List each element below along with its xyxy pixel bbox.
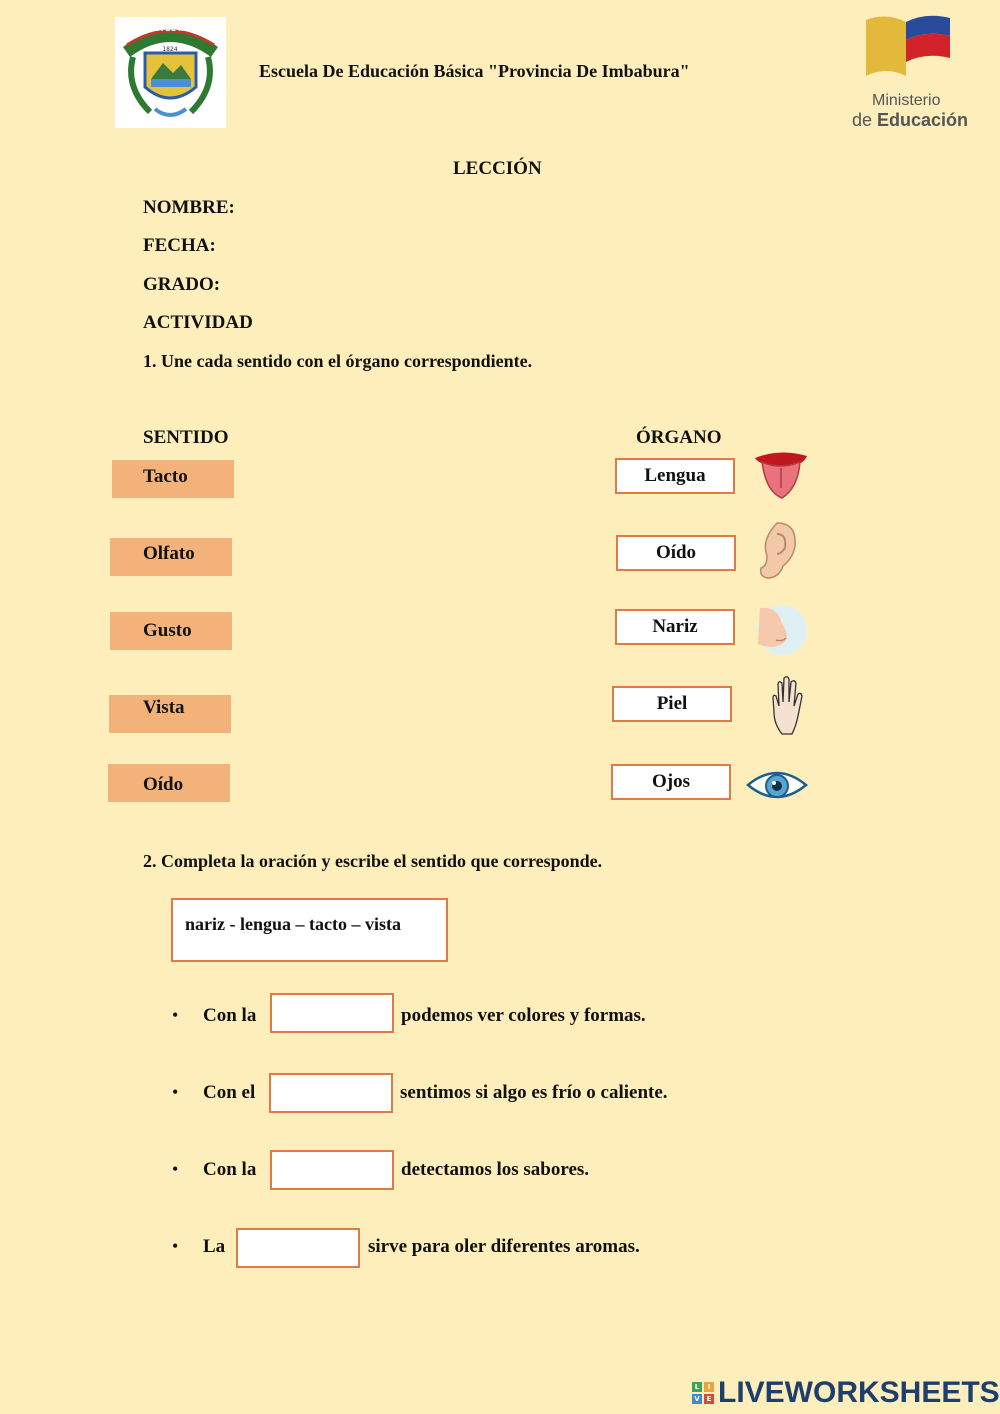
column-header-sentido: SENTIDO — [143, 427, 229, 448]
lesson-title: LECCIÓN — [453, 158, 542, 179]
sense-label: Gusto — [143, 620, 192, 641]
ministry-line2 — [852, 110, 968, 131]
organ-lengua[interactable]: Lengua — [615, 458, 735, 494]
answer-input-1[interactable] — [270, 993, 394, 1033]
organ-nariz[interactable]: Nariz — [615, 609, 735, 645]
ministry-flag-icon — [864, 14, 964, 86]
answer-input-3[interactable] — [270, 1150, 394, 1190]
field-grado: GRADO: — [143, 274, 221, 295]
organ-oido[interactable]: Oído — [616, 535, 736, 571]
ministry-de: de — [852, 110, 878, 130]
ministry-logo — [850, 14, 970, 134]
sense-label: Tacto — [143, 466, 188, 487]
tongue-icon — [752, 448, 810, 502]
bullet-icon: • — [172, 1082, 179, 1102]
sense-label: Olfato — [143, 543, 195, 564]
liveworksheets-badge-icon: L I V E — [692, 1382, 714, 1404]
hand-icon — [770, 674, 804, 736]
column-header-organo: ÓRGANO — [636, 427, 722, 448]
organ-piel[interactable]: Piel — [612, 686, 732, 722]
field-actividad: ACTIVIDAD — [143, 312, 253, 333]
crest-year: 1824 — [162, 46, 178, 53]
sentence-after: podemos ver colores y formas. — [401, 1005, 646, 1026]
ministry-educacion: Educación — [877, 110, 969, 130]
answer-input-2[interactable] — [269, 1073, 393, 1113]
sentence-after: detectamos los sabores. — [401, 1159, 590, 1180]
field-fecha: FECHA: — [143, 235, 216, 256]
sentence-before: Con la — [203, 1005, 257, 1026]
liveworksheets-brand: LIVEWORKSHEETS — [718, 1376, 1000, 1409]
exercise2-instruction: 2. Completa la oración y escribe el sentido que corresponde. — [143, 851, 603, 871]
school-crest-logo — [115, 17, 226, 128]
nose-icon — [752, 604, 810, 656]
sentence-after: sirve para oler diferentes aromas. — [368, 1236, 640, 1257]
word-bank-text: nariz - lengua – tacto – vista — [185, 914, 401, 934]
field-nombre: NOMBRE: — [143, 197, 235, 218]
liveworksheets-logo — [692, 1376, 1000, 1410]
eye-icon — [746, 765, 808, 805]
ear-icon — [755, 520, 799, 582]
sense-label: Vista — [143, 697, 185, 718]
sentence-before: Con la — [203, 1159, 257, 1180]
sense-label: Oído — [143, 774, 184, 795]
answer-input-4[interactable] — [236, 1228, 360, 1268]
organ-ojos[interactable]: Ojos — [611, 764, 731, 800]
sentence-after: sentimos si algo es frío o caliente. — [400, 1082, 668, 1103]
crest-banner-text: PROVINCIA DE IMBABURA — [119, 25, 221, 33]
sentence-before: Con el — [203, 1082, 256, 1103]
bullet-icon: • — [172, 1005, 179, 1025]
exercise1-instruction: 1. Une cada sentido con el órgano correspondiente. — [143, 351, 533, 371]
sentence-before: La — [203, 1236, 226, 1257]
bullet-icon: • — [172, 1236, 179, 1256]
bullet-icon: • — [172, 1159, 179, 1179]
word-bank-box — [171, 898, 448, 962]
school-name: Escuela De Educación Básica "Provincia De Imbabura" — [259, 61, 690, 81]
ministry-line1: Ministerio — [872, 92, 941, 109]
